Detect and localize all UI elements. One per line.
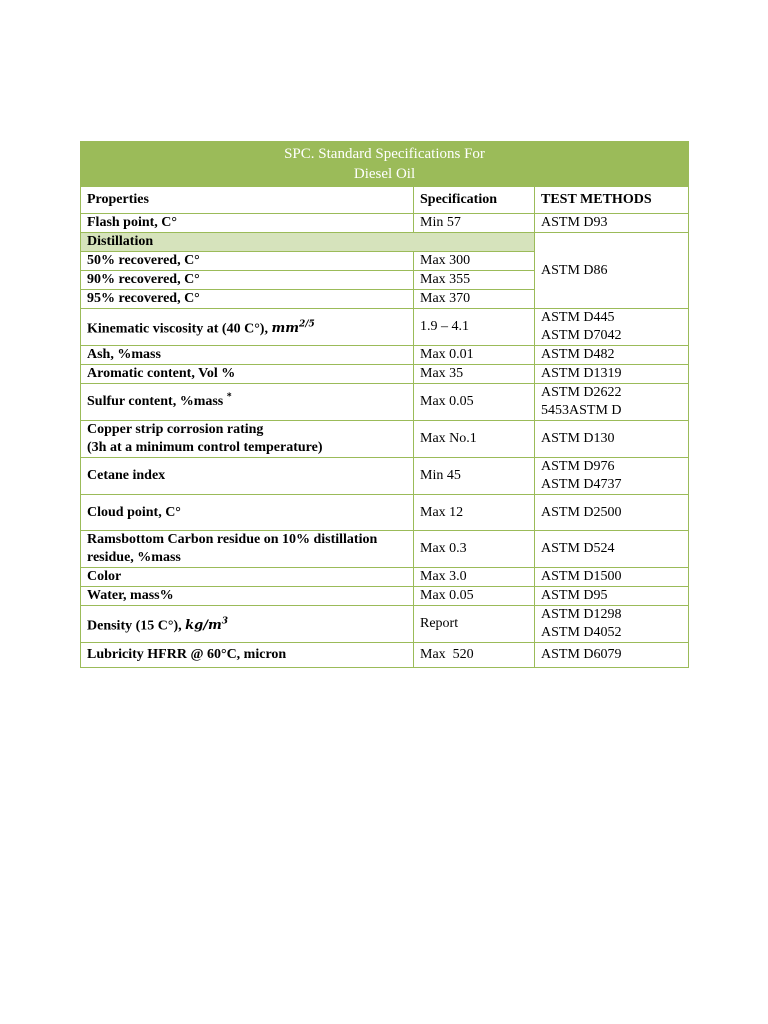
table-row	[81, 421, 689, 458]
property-cell	[81, 421, 414, 458]
table-title	[81, 142, 689, 187]
method-line-2: ASTM D7042	[541, 328, 622, 343]
method-cell: ASTM D524	[535, 531, 689, 568]
spec-cell: Max 355	[414, 271, 535, 290]
method-line-1: ASTM D445	[541, 310, 615, 325]
table-row	[81, 309, 689, 346]
method-cell: ASTM D93	[535, 214, 689, 233]
property-cell: Cloud point, C°	[81, 495, 414, 531]
spec-cell: Max 12	[414, 495, 535, 531]
table-row	[81, 495, 689, 531]
col-header-test-methods: TEST METHODS	[535, 187, 689, 214]
method-cell: ASTM D1319	[535, 365, 689, 384]
property-cell: Ash, %mass	[81, 346, 414, 365]
table-row	[81, 587, 689, 606]
title-line-2: Diesel Oil	[353, 166, 416, 182]
spec-cell: Max 0.3	[414, 531, 535, 568]
col-header-properties: Properties	[81, 187, 414, 214]
spec-cell: Max 35	[414, 365, 535, 384]
col-header-specification: Specification	[414, 187, 535, 214]
method-cell: ASTM D1500	[535, 568, 689, 587]
property-cell: Color	[81, 568, 414, 587]
unit-exponent: 3	[221, 616, 229, 627]
method-line-2: ASTM D4737	[541, 477, 622, 492]
property-cell	[81, 309, 414, 346]
method-line-1: ASTM D976	[541, 459, 615, 474]
property-text: Density (15 C°),	[87, 618, 182, 634]
spec-cell: Max No.1	[414, 421, 535, 458]
method-line-1: ASTM D1298	[541, 607, 622, 622]
table-row	[81, 531, 689, 568]
method-line-2: 5453ASTM D	[541, 403, 622, 418]
method-cell	[535, 384, 689, 421]
property-text: Sulfur content, %mass	[87, 394, 224, 409]
spec-cell: Min 45	[414, 458, 535, 495]
property-cell	[81, 531, 414, 568]
property-cell: Cetane index	[81, 458, 414, 495]
property-cell: Lubricity HFRR @ 60°C, micron	[81, 643, 414, 668]
property-cell: Aromatic content, Vol %	[81, 365, 414, 384]
footnote-marker: *	[226, 391, 232, 403]
spec-cell: Max 520	[414, 643, 535, 668]
table-row	[81, 458, 689, 495]
property-text: Kinematic viscosity at (40 C°),	[87, 321, 268, 337]
property-cell	[81, 606, 414, 643]
spec-cell: Max 3.0	[414, 568, 535, 587]
method-cell: ASTM D482	[535, 346, 689, 365]
unit-text	[271, 321, 314, 336]
unit-exponent: 2/5	[298, 319, 315, 330]
property-line-2: residue, %mass	[87, 550, 181, 565]
method-cell: ASTM D86	[535, 233, 689, 309]
table-row	[81, 214, 689, 233]
property-cell: Water, mass%	[81, 587, 414, 606]
spec-cell: Min 57	[414, 214, 535, 233]
spec-cell: Report	[414, 606, 535, 643]
unit-base: mm	[271, 321, 299, 337]
method-cell: ASTM D95	[535, 587, 689, 606]
property-cell: 50% recovered, C°	[81, 252, 414, 271]
property-cell: Flash point, C°	[81, 214, 414, 233]
property-line-1: Copper strip corrosion rating	[87, 422, 264, 437]
header-row	[81, 187, 689, 214]
spec-cell: Max 0.05	[414, 384, 535, 421]
method-cell	[535, 458, 689, 495]
table-row	[81, 346, 689, 365]
property-line-1: Ramsbottom Carbon residue on 10% distillation	[87, 532, 378, 547]
property-cell	[81, 384, 414, 421]
table-row	[81, 365, 689, 384]
spec-cell: Max 300	[414, 252, 535, 271]
method-cell: ASTM D130	[535, 421, 689, 458]
method-cell	[535, 606, 689, 643]
spec-cell: Max 370	[414, 290, 535, 309]
section-distillation: Distillation	[81, 233, 535, 252]
unit-base: kg/m	[185, 618, 222, 634]
diesel-spec-table	[80, 141, 689, 668]
spec-cell: 1.9 – 4.1	[414, 309, 535, 346]
unit-text	[185, 618, 228, 633]
table-row	[81, 568, 689, 587]
spec-cell: Max 0.01	[414, 346, 535, 365]
method-line-2: ASTM D4052	[541, 625, 622, 640]
property-line-2: (3h at a minimum control temperature)	[87, 440, 323, 455]
method-cell: ASTM D2500	[535, 495, 689, 531]
method-cell: ASTM D6079	[535, 643, 689, 668]
method-line-1: ASTM D2622	[541, 385, 622, 400]
table-row	[81, 643, 689, 668]
property-cell: 90% recovered, C°	[81, 271, 414, 290]
property-cell: 95% recovered, C°	[81, 290, 414, 309]
spec-cell: Max 0.05	[414, 587, 535, 606]
table-row	[81, 233, 689, 252]
title-line-1: SPC. Standard Specifications For	[284, 146, 485, 162]
table-row	[81, 606, 689, 643]
table-row	[81, 384, 689, 421]
method-cell	[535, 309, 689, 346]
